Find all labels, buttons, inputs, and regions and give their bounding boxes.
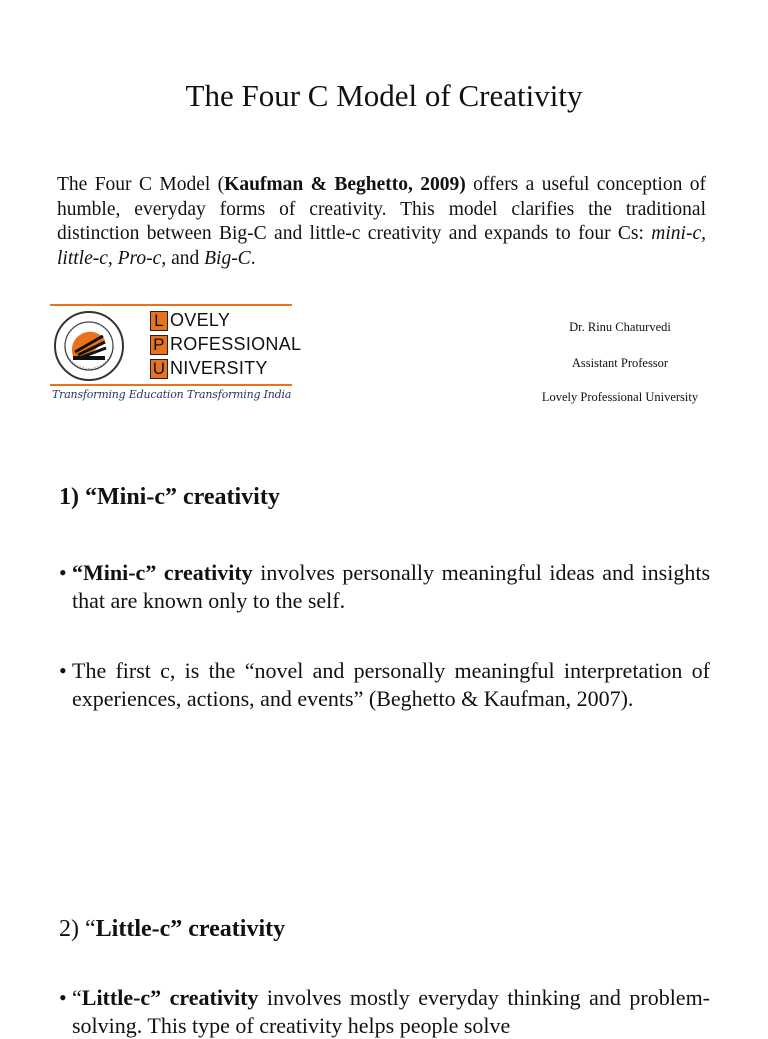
section-heading-text: “Mini-c” creativity bbox=[85, 484, 280, 510]
intro-and: , and bbox=[161, 247, 205, 269]
intro-cs-list: mini-c, little-c, Pro-c bbox=[57, 223, 706, 269]
section-number: 1) bbox=[59, 484, 85, 510]
section-heading-mini-c bbox=[59, 484, 280, 511]
logo-row-university bbox=[150, 358, 268, 378]
bullet-text: The first c, is the “novel and personally meaningful interpretation of experiences, actions, and events” (Beghetto & Kaufman, 2007). bbox=[72, 658, 710, 711]
logo-tagline: Transforming Education Transforming India bbox=[52, 388, 292, 401]
lpu-logo bbox=[50, 304, 302, 404]
bullet-item bbox=[59, 984, 710, 1039]
logo-word-rest: OVELY bbox=[170, 310, 231, 330]
intro-text-before: The Four C Model ( bbox=[57, 174, 225, 195]
logo-letter-box: L bbox=[150, 311, 168, 331]
author-affiliation: Lovely Professional University bbox=[541, 390, 699, 404]
section-number: 2) “ bbox=[59, 916, 96, 942]
logo-bottom-rule bbox=[50, 384, 292, 386]
bullet-bold: Little-c” creativity bbox=[81, 985, 259, 1010]
intro-period: . bbox=[250, 247, 256, 269]
logo-word-rest: NIVERSITY bbox=[170, 358, 268, 378]
author-position: Assistant Professor bbox=[571, 356, 669, 370]
bullet-dot: • bbox=[59, 560, 67, 585]
logo-letter-box: U bbox=[150, 359, 168, 379]
section-heading-text: Little-c” creativity bbox=[95, 916, 286, 942]
bullet-bold: “Mini-c” creativity bbox=[72, 560, 253, 585]
intro-paragraph bbox=[57, 173, 706, 271]
author-name: Dr. Rinu Chaturvedi bbox=[569, 320, 671, 334]
bullet-item bbox=[59, 657, 710, 712]
intro-text-after: offers a useful conception of humble, everyday forms of creativity. This model clarifies the traditional distinction between Big-C and little-c creativity and expands to four Cs: bbox=[57, 174, 706, 244]
bullet-item bbox=[59, 559, 710, 614]
section-heading-little-c bbox=[59, 916, 285, 943]
logo-top-rule bbox=[50, 304, 292, 306]
bullet-dot: • bbox=[59, 985, 67, 1010]
bullet-text: involves personally meaningful ideas and insights that are known only to the self. bbox=[72, 560, 711, 613]
intro-citation-close: ) bbox=[459, 174, 466, 195]
logo-word-rest: ROFESSIONAL bbox=[170, 334, 302, 354]
bullet-prefix: “ bbox=[72, 985, 82, 1010]
intro-citation: Kaufman & Beghetto, 2009 bbox=[224, 174, 460, 195]
logo-letter-box: P bbox=[150, 335, 168, 355]
intro-bigc: Big-C bbox=[204, 247, 251, 269]
bullet-text: involves mostly everyday thinking and problem-solving. This type of creativity helps people solve bbox=[72, 985, 711, 1038]
university-seal-icon bbox=[53, 310, 125, 382]
logo-row-professional bbox=[150, 334, 301, 354]
bullet-dot: • bbox=[59, 658, 67, 683]
document-title: The Four C Model of Creativity bbox=[185, 78, 583, 113]
logo-row-lovely bbox=[150, 310, 230, 330]
